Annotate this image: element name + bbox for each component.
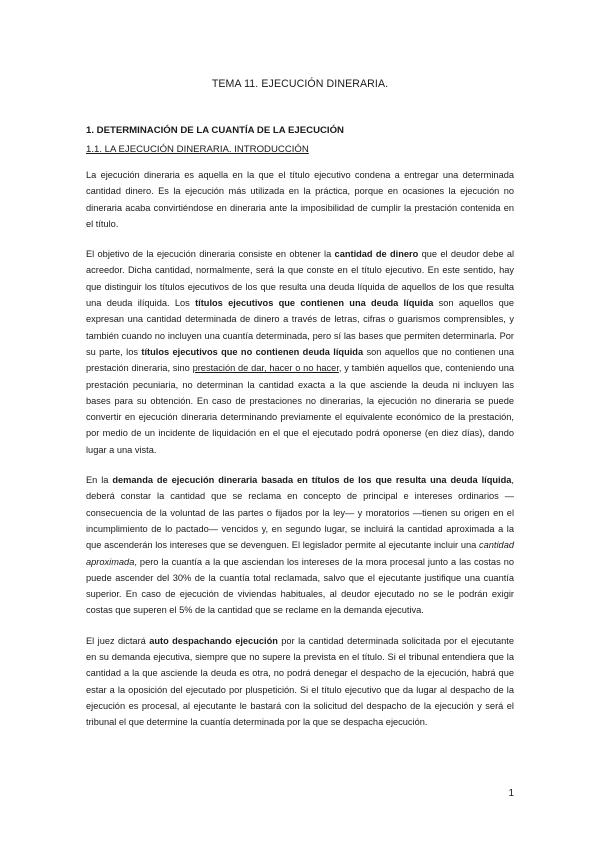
subsection-heading: 1.1. LA EJECUCIÓN DINERARIA. INTRODUCCIÓN — [86, 144, 309, 155]
document-title: TEMA 11. EJECUCIÓN DINERARIA. — [211, 78, 389, 90]
section-heading: 1. DETERMINACIÓN DE LA CUANTÍA DE LA EJECUCIÓN — [86, 125, 344, 136]
paragraph-objective: El objetivo de la ejecución dineraria consiste en obtener la cantidad de dinero que el deudor debe al acreedor. Dicha cantidad, normalmente, será la que conste en el título ejecutivo. En este sentido, hay que distinguir los títulos ejecutivos de los que resulta una deuda líquida de aquellos de los que resulta una deuda ilíquida. Los títulos ejecutivos que contienen una deuda líquida son aquellos que expresan una cantidad determinada de dinero a través de letras, cifras o guarismos comprensibles, y también cuando no incluyen una cuantía determinada, pero sí las bases que permiten determinarla. Por su parte, los títulos ejecutivos que no contienen deuda líquida son aquellos que no contienen una prestación dineraria, sino prestación de dar, hacer o no hacer, y también aquellos que, conteniendo una prestación pecuniaria, no determinan la cantidad exacta a la que asciende la deuda ni incluyen las bases para su obtención. En caso de prestaciones no dinerarias, la ejecución no dineraria se puede convertir en ejecución dineraria determinando previamente el equivalente económico de la prestación, por medio de un incidente de liquidación en el que el ejecutado podrá oponerse (en diez días), dando lugar a una vista. — [86, 249, 515, 455]
page-number: 1 — [508, 788, 514, 799]
paragraph-demand: En la demanda de ejecución dineraria basada en títulos de los que resulta una deuda líquida, deberá constar la cantidad que se reclama en concepto de principal e intereses ordinarios —consecuencia de la voluntad de las partes o fijados por la ley— y moratorios —tienen su origen en el incumplimiento de lo pactado— vencidos y, en segundo lugar, se incluirá la cantidad aproximada a la que ascenderán los intereses que se devenguen. El legislador permite al ejecutante incluir una cantidad aproximada, pero la cuantía a la que asciendan los intereses de la mora procesal junto a las costas no puede ascender del 30% de la cuantía total reclamada, salvo que el ejecutante justifique una cuantía superior. En caso de ejecución de viviendas habituales, al deudor ejecutado no se le podrán exigir costas que superen el 5% de la cantidad que se reclame en la demanda ejecutiva. — [86, 475, 514, 616]
paragraph-auto: El juez dictará auto despachando ejecución por la cantidad determinada solicitada por el ejecutante en su demanda ejecutiva, siempre que no supere la prevista en el título. Si el tribunal entendiera que la cantidad a la que asciende la deuda es otra, no podrá denegar el despacho de la ejecución, habrá que estar a la oposición del ejecutado por pluspetición. Si el título ejecutivo que da lugar al despacho de la ejecución es procesal, al ejecutante le bastará con la solicitud del despacho de la ejecución y será el tribunal el que determine la cuantía determinada por la que se despacha ejecución. — [86, 635, 514, 728]
paragraph-intro: La ejecución dineraria es aquella en la que el título ejecutivo condena a entregar una determinada cantidad dinero. Es la ejecución más utilizada en la práctica, porque en ocasiones la ejecución no dineraria acaba convirtiéndose en dineraria ante la imposibilidad de cumplir la prestación contenida en el título. — [86, 170, 514, 229]
document-body — [86, 78, 514, 745]
